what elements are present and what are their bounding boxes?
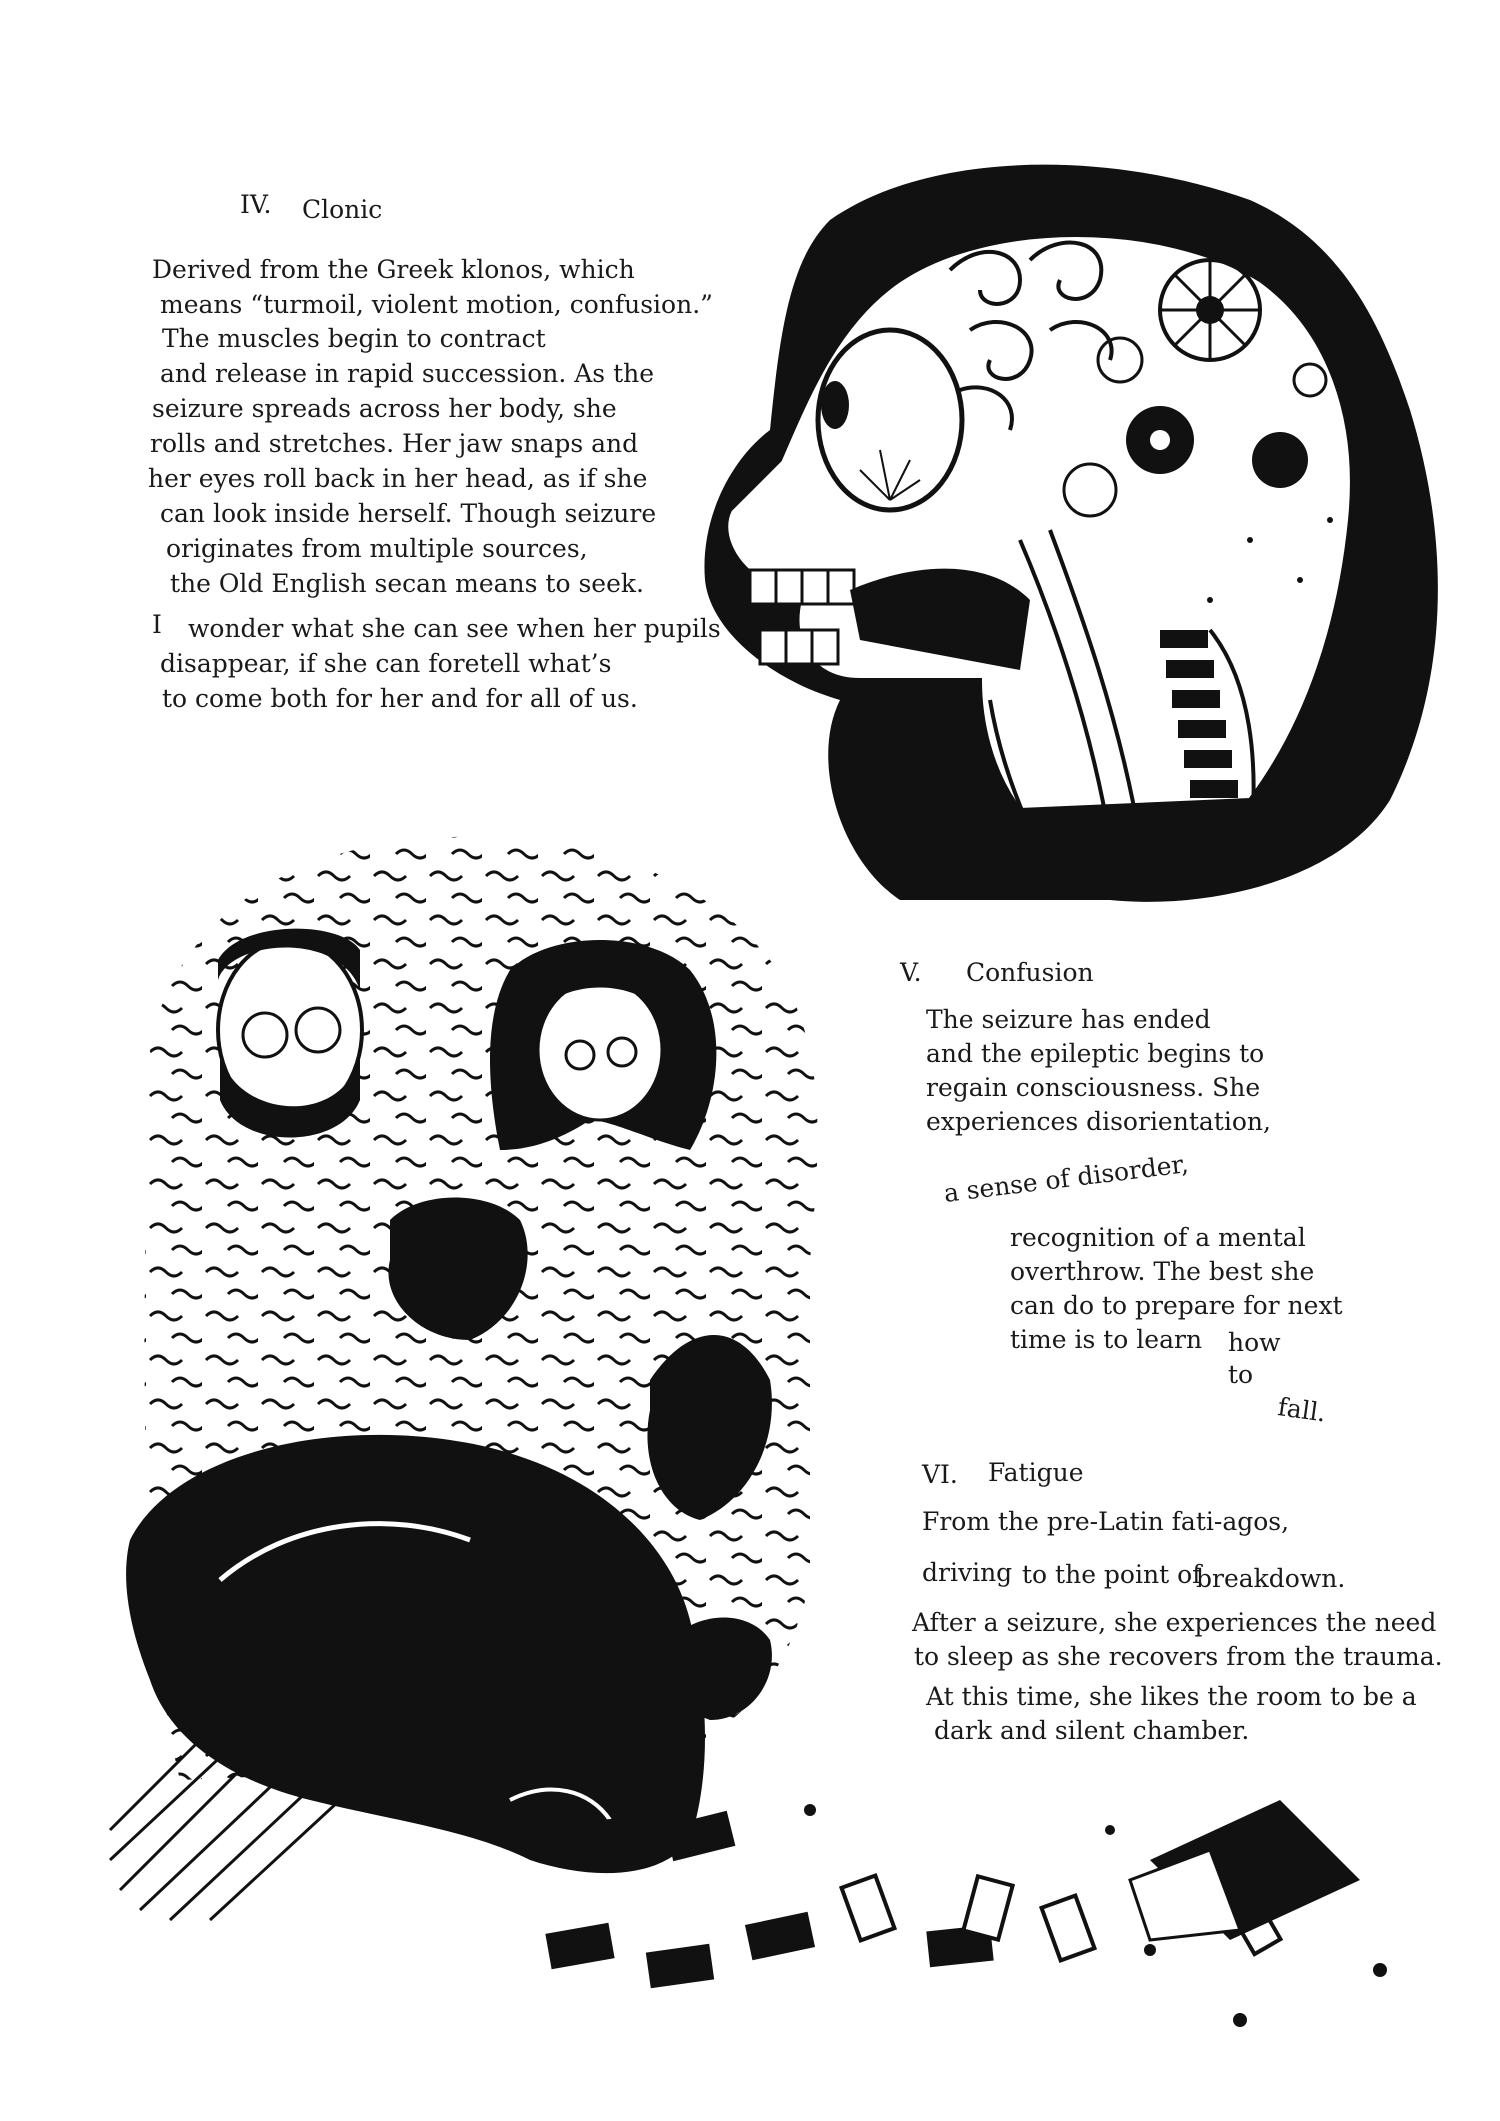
section-6-breakdown: breakdown. [1196,1564,1346,1593]
section-4-line-9: originates from multiple sources, [166,534,588,563]
section-5-to: to [1228,1360,1254,1389]
section-4-line-6: rolls and stretches. Her jaw snaps and [150,429,639,458]
section-5-disorder: a sense of disorder, [942,1149,1191,1208]
section-4-line-7: her eyes roll back in her head, as if she [148,464,648,493]
section-5-line-4: experiences disorientation, [926,1107,1271,1136]
section-4-line-8: can look inside herself. Though seizure [160,499,657,528]
section-5-line-5: recognition of a mental [1010,1223,1306,1252]
section-5-line-7: can do to prepare for next [1010,1291,1343,1320]
section-4-para2-initial: I [152,610,162,639]
section-6-numeral: VI. [922,1460,958,1489]
section-4-line-5: seizure spreads across her body, she [152,394,617,423]
section-4-line-3: The muscles begin to contract [162,324,546,353]
section-5-line-3: regain consciousness. She [926,1073,1261,1102]
section-4-numeral: IV. [240,190,272,219]
section-6-line-3: to sleep as she recovers from the trauma. [914,1642,1443,1671]
section-4-line-2: means “turmoil, violent motion, confusion.” [160,290,713,319]
section-5-line-1: The seizure has ended [926,1005,1211,1034]
head-cross-section-illustration [690,160,1470,920]
section-4-line-1: Derived from the Greek klonos, which [152,255,635,284]
section-4-line-4: and release in rapid succession. As the [160,359,655,388]
section-4-title: Clonic [302,195,383,224]
section-4-para2-line-3: to come both for her and for all of us. [162,684,638,713]
section-4-para2-line-2: disappear, if she can foretell what’s [160,649,612,678]
section-5-numeral: V. [900,958,922,987]
section-5-how: how [1228,1328,1281,1357]
section-5-line-2: and the epileptic begins to [926,1039,1265,1068]
section-6-line-2: After a seizure, she experiences the need [912,1608,1437,1637]
section-6-driving: driving [922,1558,1013,1587]
section-6-line-5: dark and silent chamber. [934,1716,1250,1745]
eyeball-icon [818,330,962,510]
section-6-title: Fatigue [988,1458,1084,1487]
section-4-para2-line-1: wonder what she can see when her pupils [188,614,721,643]
section-5-title: Confusion [966,958,1094,987]
section-6-line-1: From the pre-Latin fati-agos, [922,1507,1290,1536]
section-6-to-the-point-of: to the point of [1022,1560,1202,1589]
section-5-fall: fall. [1276,1392,1328,1428]
section-5-line-8: time is to learn [1010,1325,1203,1354]
fall-illustration [90,820,1460,2040]
section-4-line-10: the Old English secan means to seek. [170,569,644,598]
section-6-line-4: At this time, she likes the room to be a [926,1682,1417,1711]
woman-face-icon [490,940,716,1150]
section-5-line-6: overthrow. The best she [1010,1257,1315,1286]
card-box-icon [1130,1800,1360,1940]
